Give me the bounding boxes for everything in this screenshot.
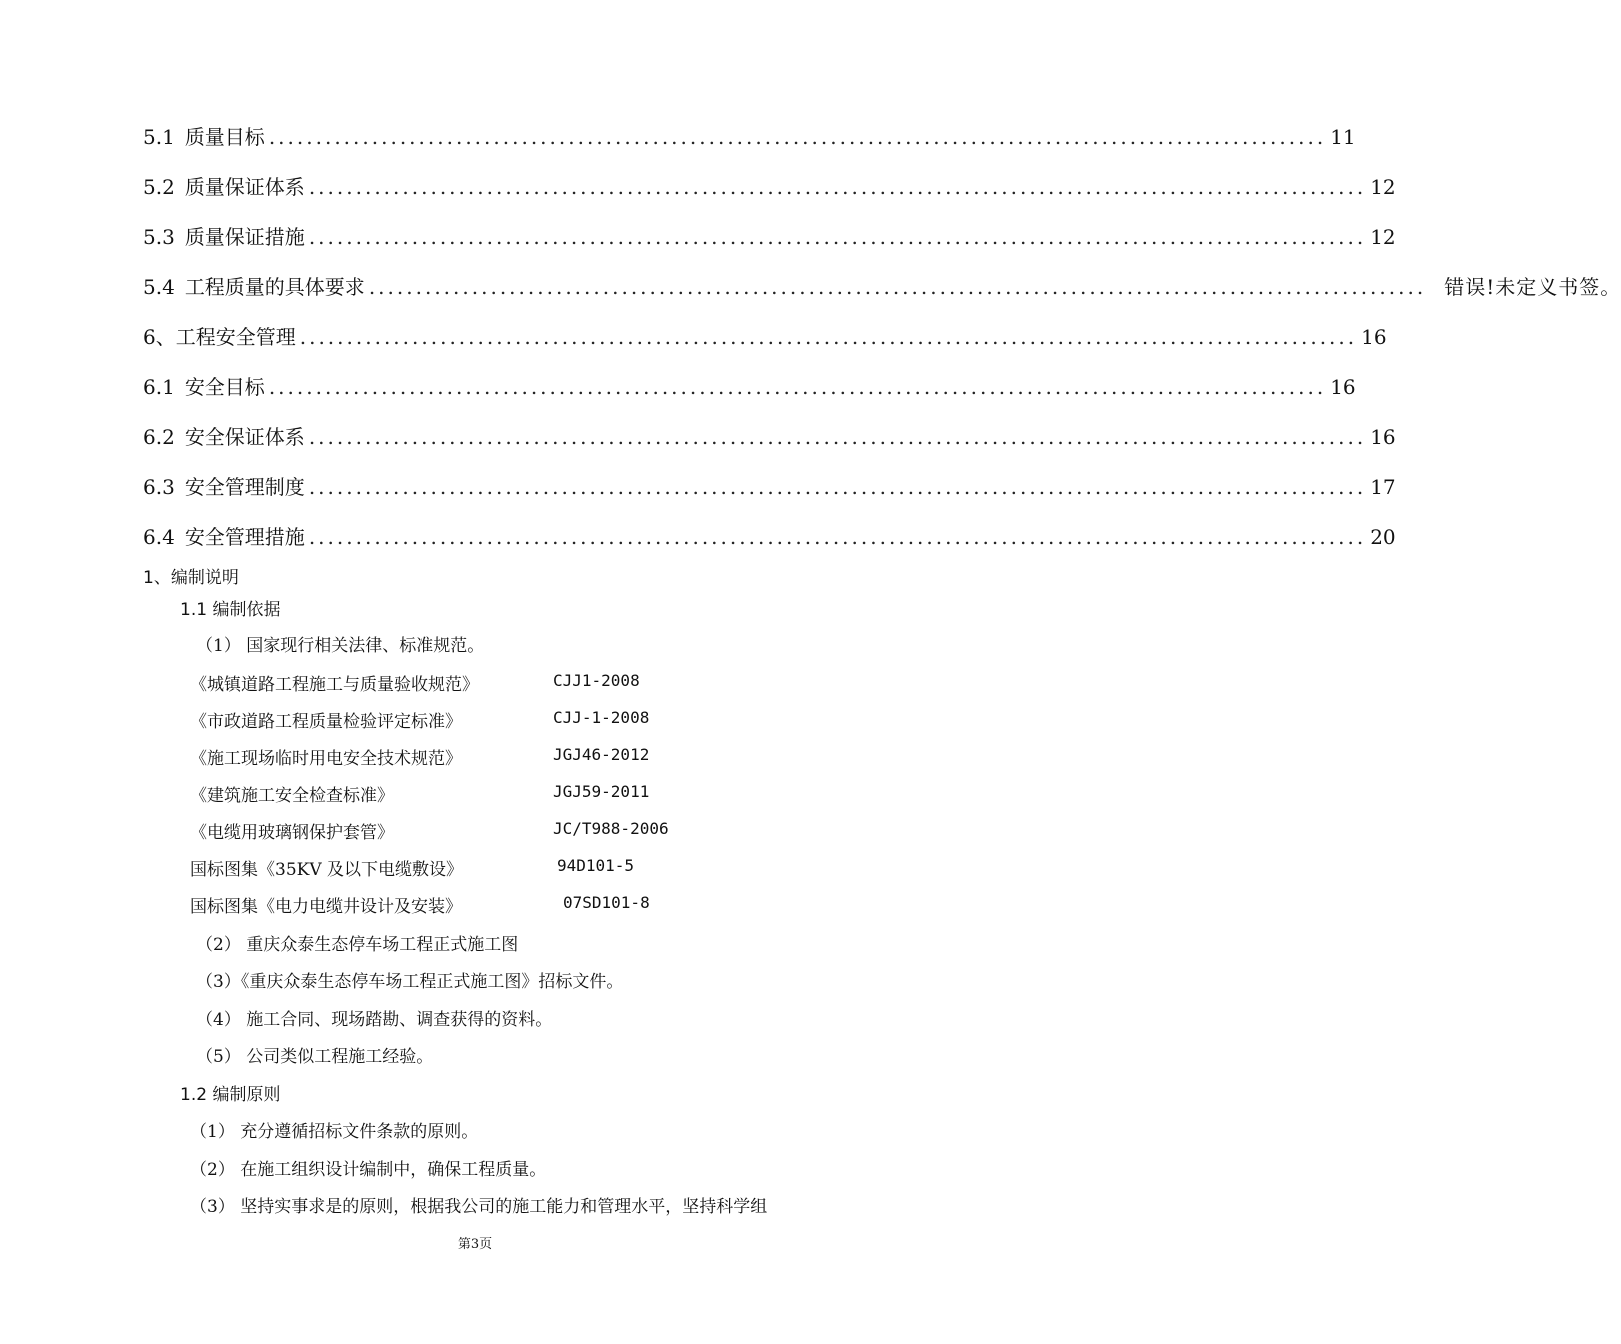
toc-entry[interactable]: [143, 121, 1356, 151]
toc-title: 工程质量的具体要求: [184, 275, 365, 299]
standard-code: 07SD101-8: [563, 893, 650, 912]
subsection-heading: 1.1 编制依据: [180, 600, 281, 620]
toc-title: 质量目标: [184, 125, 265, 149]
toc-page: 16: [1370, 425, 1396, 449]
standard-name: 《建筑施工安全检查标准》: [190, 786, 394, 806]
standard-code: CJJ1-2008: [553, 671, 640, 690]
toc-title: 质量保证措施: [184, 225, 305, 249]
basis-item: （2） 重庆众泰生态停车场工程正式施工图: [196, 935, 519, 955]
toc-page: 12: [1370, 175, 1396, 199]
basis-item: （3）《重庆众泰生态停车场工程正式施工图》招标文件。: [196, 972, 624, 992]
toc-entry[interactable]: [143, 421, 1396, 451]
principle-item: （3） 坚持实事求是的原则，根据我公司的施工能力和管理水平，坚持科学组: [190, 1197, 768, 1217]
toc-leader: .................................................................................................................: [268, 375, 1327, 399]
toc-number: 5.2: [143, 175, 175, 199]
basis-item: （1） 国家现行相关法律、标准规范。: [196, 636, 485, 656]
toc-number: 5.3: [143, 225, 175, 249]
principle-item: （2） 在施工组织设计编制中，确保工程质量。: [190, 1160, 547, 1180]
toc-title: 安全管理措施: [184, 525, 305, 549]
principle-item: （1） 充分遵循招标文件条款的原则。: [190, 1122, 479, 1142]
toc-page: 20: [1370, 525, 1396, 549]
toc-entry[interactable]: [143, 471, 1396, 501]
standard-code: JGJ59-2011: [553, 782, 650, 801]
toc-leader: .................................................................................................................: [308, 225, 1367, 249]
toc-page: 11: [1330, 125, 1356, 149]
toc-entry[interactable]: [143, 221, 1396, 251]
toc-leader: .................................................................................................................: [368, 275, 1427, 299]
toc-number: 6.1: [143, 375, 175, 399]
toc-leader: .................................................................................................................: [308, 425, 1367, 449]
toc-entry[interactable]: [143, 371, 1356, 401]
standard-name: 《城镇道路工程施工与质量验收规范》: [190, 675, 479, 695]
toc-title: 安全保证体系: [184, 425, 305, 449]
toc-page: 17: [1370, 475, 1396, 499]
toc-number: 6.3: [143, 475, 175, 499]
toc-entry[interactable]: [143, 271, 1621, 301]
toc-leader: .................................................................................................................: [268, 125, 1327, 149]
toc-title: 安全管理制度: [184, 475, 305, 499]
toc-entry[interactable]: [143, 521, 1396, 551]
page-number: 第3页: [457, 1237, 493, 1252]
toc-title: 安全目标: [184, 375, 265, 399]
basis-item: （5） 公司类似工程施工经验。: [196, 1047, 434, 1067]
toc-title: 工程安全管理: [175, 325, 296, 349]
standard-code: CJJ-1-2008: [553, 708, 650, 727]
toc-number: 6.4: [143, 525, 175, 549]
standard-code: 94D101-5: [557, 856, 635, 875]
toc-entry[interactable]: [143, 321, 1387, 351]
toc-leader: .................................................................................................................: [308, 175, 1367, 199]
toc-page: 16: [1361, 325, 1387, 349]
toc-number: 5.4: [143, 275, 175, 299]
toc-entry[interactable]: [143, 171, 1396, 201]
standard-code: JGJ46-2012: [553, 745, 650, 764]
standard-code: JC/T988-2006: [553, 819, 669, 838]
toc-number: 5.1: [143, 125, 175, 149]
toc-number: 6、: [143, 325, 176, 349]
standard-name: 《施工现场临时用电安全技术规范》: [190, 749, 462, 769]
standard-name: 国标图集《电力电缆井设计及安装》: [190, 897, 462, 917]
toc-number: 6.2: [143, 425, 175, 449]
toc-leader: .................................................................................................................: [308, 525, 1367, 549]
standard-name: 《电缆用玻璃钢保护套管》: [190, 823, 394, 843]
toc-page: 16: [1330, 375, 1356, 399]
toc-leader: .................................................................................................................: [308, 475, 1367, 499]
toc-leader: .................................................................................................................: [299, 325, 1358, 349]
standard-name: 国标图集《35KV 及以下电缆敷设》: [190, 860, 464, 880]
toc-title: 质量保证体系: [184, 175, 305, 199]
subsection-heading: 1.2 编制原则: [180, 1085, 281, 1105]
toc-page: 12: [1370, 225, 1396, 249]
basis-item: （4） 施工合同、现场踏勘、调查获得的资料。: [196, 1010, 553, 1030]
section-heading: 1、编制说明: [143, 568, 239, 588]
standard-name: 《市政道路工程质量检验评定标准》: [190, 712, 462, 732]
toc-page: 错误!未定义书签。: [1444, 275, 1621, 299]
